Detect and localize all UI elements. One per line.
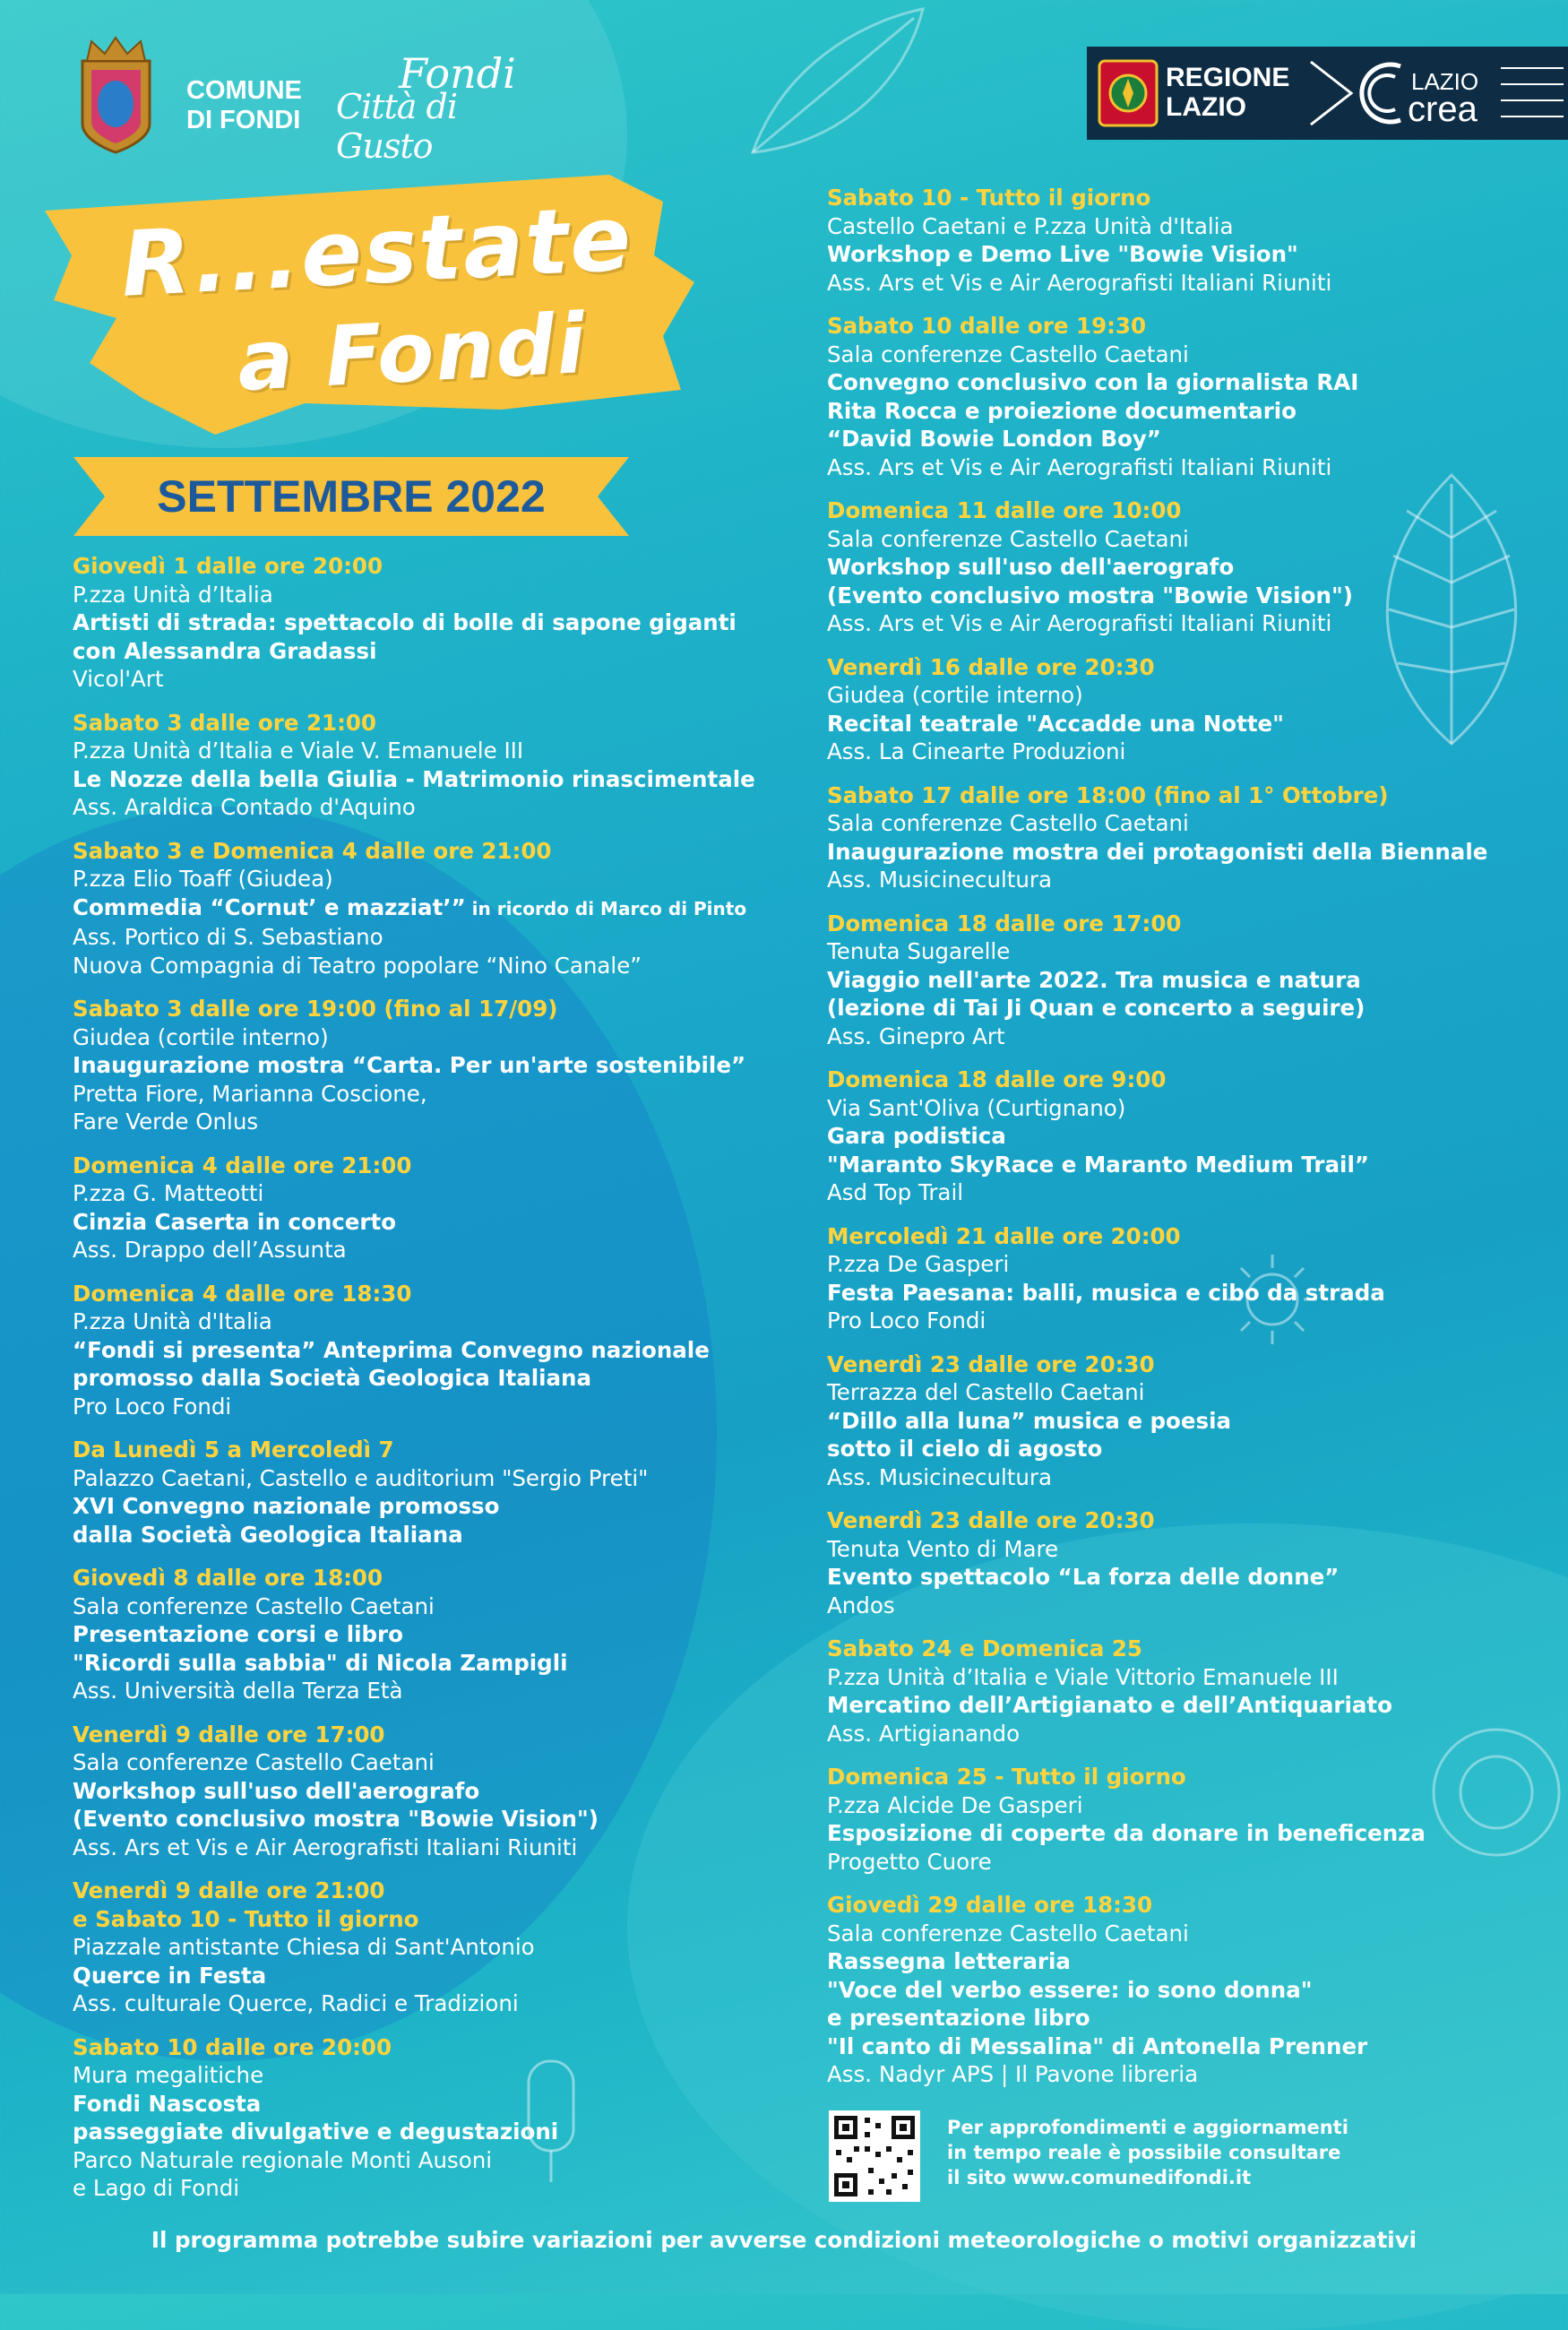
event-organizer: Ass. Portico di S. Sebastiano xyxy=(73,924,383,950)
logo-line: Città di Gusto xyxy=(336,87,457,166)
event-item xyxy=(73,1564,789,1705)
event-item xyxy=(73,709,789,822)
regione-line: LAZIO xyxy=(1166,92,1246,122)
event-title: passeggiate divulgative e degustazioni xyxy=(73,2119,559,2144)
stripes-decoration-icon xyxy=(1501,65,1564,124)
event-organizer: Ass. Ars et Vis e Air Aerografisti Italiani Riuniti xyxy=(73,1834,578,1860)
event-title: promosso dalla Società Geologica Italiana xyxy=(73,1365,592,1391)
event-title-note: in ricordo di Marco di Pinto xyxy=(465,897,747,919)
event-item xyxy=(827,653,1544,766)
event-title: Mercatino dell’Artigianato e dell’Antiquariato xyxy=(827,1692,1392,1718)
event-item xyxy=(73,1152,789,1264)
event-item xyxy=(827,781,1544,894)
event-place: Giudea (cortile interno) xyxy=(73,1023,329,1050)
month-label: SETTEMBRE 2022 xyxy=(157,471,546,522)
event-date: Sabato 3 dalle ore 19:00 (fino al 17/09) xyxy=(73,996,558,1022)
event-place: Castello Caetani e P.zza Unità d'Italia xyxy=(827,212,1234,239)
events-column-left xyxy=(73,552,789,2203)
event-title: Workshop sull'uso dell'aerografo xyxy=(827,554,1235,580)
event-place: Tenuta Vento di Mare xyxy=(827,1535,1059,1562)
event-date: Da Lunedì 5 a Mercoledì 7 xyxy=(73,1437,394,1463)
regione-lazio-text xyxy=(1166,63,1289,122)
event-organizer: Pro Loco Fondi xyxy=(827,1307,986,1333)
event-item xyxy=(73,837,789,980)
event-date: Sabato 17 dalle ore 18:00 (fino al 1° Ottobre) xyxy=(827,781,1389,808)
event-title: Fondi Nascosta xyxy=(73,2090,262,2117)
info-line: in tempo reale è possibile consultare xyxy=(947,2142,1341,2163)
event-organizer: Ass. Drappo dell’Assunta xyxy=(73,1237,347,1263)
event-organizer: Ass. Artigianando xyxy=(827,1720,1021,1747)
event-place: Sala conferenze Castello Caetani xyxy=(73,1592,435,1619)
event-title: Le Nozze della bella Giulia - Matrimonio rinascimentale xyxy=(73,765,755,792)
event-title: (Evento conclusivo mostra "Bowie Vision") xyxy=(827,582,1353,608)
event-organizer: Ass. Araldica Contado d'Aquino xyxy=(73,794,416,820)
event-place: Terrazza del Castello Caetani xyxy=(827,1379,1145,1405)
event-date: Venerdì 23 dalle ore 20:30 xyxy=(827,1351,1155,1377)
event-title: Commedia “Cornut’ e mazziat’” in ricordo di Marco di Pinto xyxy=(73,893,747,920)
more-info-text xyxy=(947,2115,1348,2190)
event-item xyxy=(73,995,789,1136)
event-place: Giudea (cortile interno) xyxy=(827,682,1083,708)
event-item xyxy=(827,1506,1544,1619)
fondi-citta-di-gusto-logo xyxy=(336,49,560,166)
event-place: P.zza De Gasperi xyxy=(827,1251,1010,1277)
event-organizer: Progetto Cuore xyxy=(827,1848,992,1875)
info-line: Per approfondimenti e aggiornamenti xyxy=(947,2117,1348,2138)
event-title: Esposizione di coperte da donare in beneficenza xyxy=(827,1820,1426,1846)
comune-name xyxy=(186,76,302,135)
event-date: Domenica 4 dalle ore 21:00 xyxy=(73,1152,412,1178)
event-date: Venerdì 9 dalle ore 17:00 xyxy=(73,1721,385,1748)
event-title: Recital teatrale "Accadde una Notte" xyxy=(827,710,1284,737)
event-title: Rassegna letteraria xyxy=(827,1948,1071,1974)
event-organizer: Ass. Università della Terza Età xyxy=(73,1678,403,1704)
event-date: Venerdì 9 dalle ore 21:00 xyxy=(73,1877,385,1903)
event-organizer: Vicol'Art xyxy=(73,666,164,692)
event-title: Viaggio nell'arte 2022. Tra musica e natura xyxy=(827,966,1361,993)
comune-line: COMUNE xyxy=(186,76,302,105)
event-place: Sala conferenze Castello Caetani xyxy=(827,1920,1189,1946)
event-title: Festa Paesana: balli, musica e cibo da strada xyxy=(827,1279,1385,1306)
event-place: P.zza Unità d’Italia e Viale V. Emanuele III xyxy=(73,738,524,764)
event-date: Giovedì 1 dalle ore 20:00 xyxy=(73,553,383,579)
event-title: Artisti di strada: spettacolo di bolle di sapone giganti xyxy=(73,609,737,635)
event-place: Sala conferenze Castello Caetani xyxy=(73,1749,435,1775)
event-place: P.zza Unità d'Italia xyxy=(73,1308,272,1334)
event-title: “Fondi si presenta” Anteprima Convegno nazionale xyxy=(73,1336,710,1363)
event-organizer: Ass. Musicinecultura xyxy=(827,867,1053,893)
event-title: Querce in Festa xyxy=(73,1962,267,1989)
event-date: e Sabato 10 - Tutto il giorno xyxy=(73,1905,419,1932)
event-place: Sala conferenze Castello Caetani xyxy=(827,810,1189,836)
regione-line: REGIONE xyxy=(1166,63,1290,92)
event-date: Giovedì 8 dalle ore 18:00 xyxy=(73,1565,383,1591)
event-title: XVI Convegno nazionale promosso xyxy=(73,1493,500,1519)
event-date: Venerdì 16 dalle ore 20:30 xyxy=(827,653,1155,680)
event-title: "Il canto di Messalina" di Antonella Prenner xyxy=(827,2032,1368,2059)
event-date: Sabato 10 - Tutto il giorno xyxy=(827,185,1151,211)
event-date: Domenica 18 dalle ore 9:00 xyxy=(827,1066,1167,1092)
event-organizer: Ass. La Cinearte Produzioni xyxy=(827,738,1126,764)
event-place: Mura megalitiche xyxy=(73,2062,264,2088)
event-title: sotto il cielo di agosto xyxy=(827,1436,1103,1462)
event-title: Presentazione corsi e libro xyxy=(73,1621,403,1647)
event-organizer: Nuova Compagnia di Teatro popolare “Nino Canale” xyxy=(73,952,642,979)
event-item xyxy=(827,1763,1544,1876)
event-title: Workshop sull'uso dell'aerografo xyxy=(73,1777,480,1804)
event-date: Domenica 11 dalle ore 10:00 xyxy=(827,497,1182,523)
events-column-right xyxy=(827,184,1544,2089)
comune-line: DI FONDI xyxy=(186,106,301,134)
event-title: Inaugurazione mostra dei protagonisti della Biennale xyxy=(827,838,1488,865)
qr-code-icon[interactable] xyxy=(829,2110,920,2202)
event-title: con Alessandra Gradassi xyxy=(73,637,377,664)
leaf-decoration-icon xyxy=(735,0,932,161)
event-title: Workshop e Demo Live "Bowie Vision" xyxy=(827,241,1298,267)
event-title: dalla Società Geologica Italiana xyxy=(73,1521,463,1548)
event-item xyxy=(827,1635,1544,1748)
event-place: Piazzale antistante Chiesa di Sant'Antonio xyxy=(73,1934,535,1960)
event-organizer: e Lago di Fondi xyxy=(73,2175,240,2201)
event-item xyxy=(827,1891,1544,2089)
chevron-right-icon xyxy=(1306,57,1360,129)
event-title: Cinzia Caserta in concerto xyxy=(73,1208,397,1235)
event-item xyxy=(827,312,1544,481)
event-organizer: Ass. Nadyr APS | Il Pavone libreria xyxy=(827,2061,1199,2087)
event-item xyxy=(827,184,1544,297)
regione-lazio-emblem-icon xyxy=(1098,59,1159,127)
event-place: P.zza Elio Toaff (Giudea) xyxy=(73,866,333,892)
event-organizer: Fare Verde Onlus xyxy=(73,1109,259,1135)
event-item xyxy=(73,1721,789,1862)
event-date: Domenica 4 dalle ore 18:30 xyxy=(73,1280,412,1307)
lazio-crea-bottom: crea xyxy=(1408,90,1478,129)
event-item xyxy=(73,552,789,694)
event-date: Sabato 24 e Domenica 25 xyxy=(827,1635,1142,1661)
event-item xyxy=(73,1877,789,2018)
event-organizer: Ass. Ginepro Art xyxy=(827,1023,1005,1049)
event-place: P.zza Unità d’Italia e Viale Vittorio Emanuele III xyxy=(827,1663,1339,1690)
event-item xyxy=(827,1066,1544,1207)
comune-crest-icon xyxy=(73,34,159,155)
event-item xyxy=(827,910,1544,1051)
regione-lazio-logo-box xyxy=(1087,47,1568,140)
event-title: Inaugurazione mostra “Carta. Per un'arte sostenibile” xyxy=(73,1052,746,1078)
event-place: Via Sant'Oliva (Curtignano) xyxy=(827,1094,1126,1121)
event-title: "Voce del verbo essere: io sono donna" xyxy=(827,1976,1313,2003)
footer-disclaimer: Il programma potrebbe subire variazioni per avverse condizioni meteorologiche o motivi organizzativi xyxy=(151,2227,1417,2253)
event-title-line2: a Fondi xyxy=(235,295,590,410)
event-title: Gara podistica xyxy=(827,1123,1006,1149)
event-title: Evento spettacolo “La forza delle donne” xyxy=(827,1564,1340,1590)
event-title: Convegno conclusivo con la giornalista RAI xyxy=(827,369,1359,395)
lazio-crea-logo xyxy=(1356,56,1490,131)
event-date: Giovedì 29 dalle ore 18:30 xyxy=(827,1892,1153,1918)
event-item xyxy=(827,496,1544,638)
event-organizer: Ass. Ars et Vis e Air Aerografisti Italiani Riuniti xyxy=(827,610,1332,636)
event-date: Sabato 3 e Domenica 4 dalle ore 21:00 xyxy=(73,837,552,864)
event-organizer: Ass. Ars et Vis e Air Aerografisti Italiani Riuniti xyxy=(827,453,1332,480)
event-date: Domenica 25 - Tutto il giorno xyxy=(827,1764,1186,1790)
event-organizer: Parco Naturale regionale Monti Ausoni xyxy=(73,2146,493,2173)
event-title: “David Bowie London Boy” xyxy=(827,426,1161,452)
event-title: "Ricordi sulla sabbia" di Nicola Zampigli xyxy=(73,1649,568,1676)
event-organizer: Pro Loco Fondi xyxy=(73,1393,232,1420)
event-title: "Maranto SkyRace e Maranto Medium Trail” xyxy=(827,1151,1369,1178)
event-place: Sala conferenze Castello Caetani xyxy=(827,525,1189,552)
event-place: Palazzo Caetani, Castello e auditorium "Sergio Preti" xyxy=(73,1464,649,1491)
event-title: (Evento conclusivo mostra "Bowie Vision") xyxy=(73,1806,599,1832)
event-date: Domenica 18 dalle ore 17:00 xyxy=(827,910,1182,936)
event-place: P.zza G. Matteotti xyxy=(73,1180,264,1206)
event-place: P.zza Unità d’Italia xyxy=(73,581,273,608)
event-organizer: Ass. Musicinecultura xyxy=(827,1463,1053,1490)
lazio-crea-arc-icon xyxy=(1356,57,1409,129)
event-item xyxy=(827,1222,1544,1335)
info-website-line[interactable]: il sito www.comunedifondi.it xyxy=(947,2167,1252,2188)
event-organizer: Asd Top Trail xyxy=(827,1179,964,1205)
event-title: (lezione di Tai Ji Quan e concerto a seguire) xyxy=(827,995,1366,1021)
event-item xyxy=(73,1280,789,1421)
event-organizer: Pretta Fiore, Marianna Coscione, xyxy=(73,1080,427,1107)
event-item xyxy=(827,1351,1544,1492)
event-date: Venerdì 23 dalle ore 20:30 xyxy=(827,1507,1155,1533)
event-place: Tenuta Sugarelle xyxy=(827,938,1011,964)
event-organizer: Ass. Ars et Vis e Air Aerografisti Italiani Riuniti xyxy=(827,269,1332,296)
event-title: “Dillo alla luna” musica e poesia xyxy=(827,1407,1232,1434)
event-organizer: Ass. culturale Querce, Radici e Tradizioni xyxy=(73,1990,519,2016)
lazio-crea-top: LAZIO xyxy=(1411,68,1479,95)
event-organizer: Andos xyxy=(827,1592,895,1618)
logo-line: Fondi xyxy=(399,49,516,98)
event-item xyxy=(73,1436,789,1549)
event-date: Mercoledì 21 dalle ore 20:00 xyxy=(827,1222,1181,1249)
event-place: Sala conferenze Castello Caetani xyxy=(827,341,1189,367)
event-title: Rita Rocca e proiezione documentario xyxy=(827,397,1297,424)
event-title-line1: R...estate xyxy=(118,186,635,317)
event-date: Sabato 3 dalle ore 21:00 xyxy=(73,709,376,736)
event-title: e presentazione libro xyxy=(827,2005,1090,2031)
event-item xyxy=(73,2033,789,2203)
event-place: P.zza Alcide De Gasperi xyxy=(827,1791,1083,1818)
event-date: Sabato 10 dalle ore 20:00 xyxy=(73,2033,392,2060)
event-date: Sabato 10 dalle ore 19:30 xyxy=(827,313,1147,339)
